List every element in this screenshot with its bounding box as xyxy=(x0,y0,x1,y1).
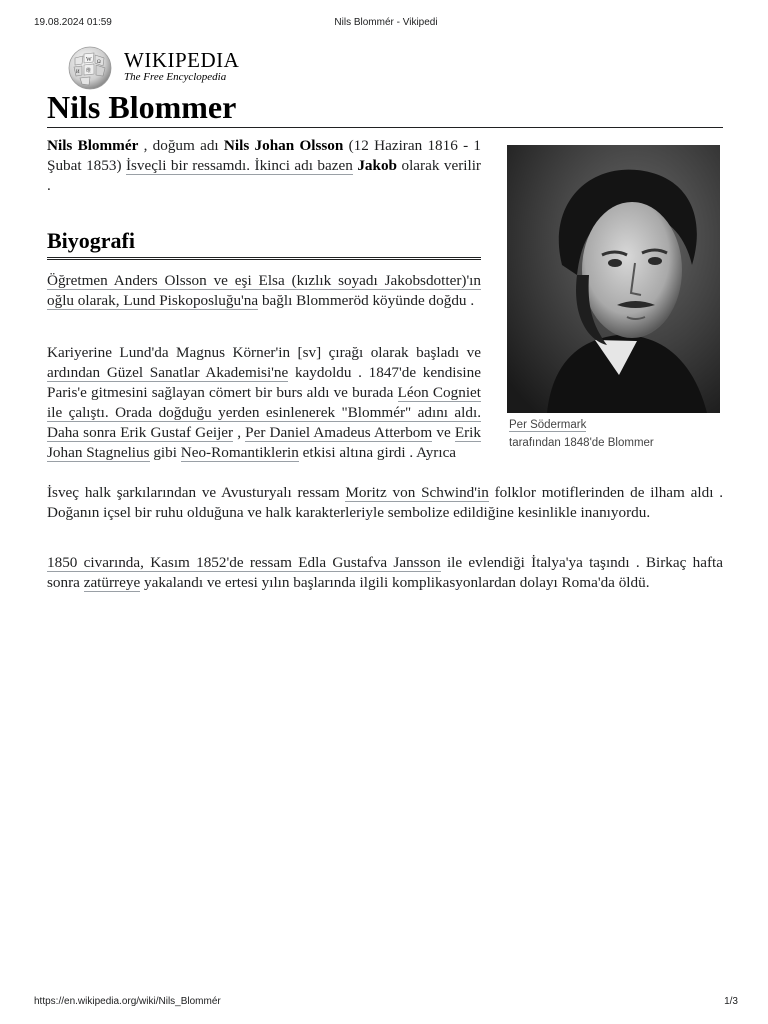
svg-text:维: 维 xyxy=(86,69,92,74)
paragraph-text: Kariyerine Lund'da Magnus Körner'in [sv] çırağı olarak başladı ve xyxy=(47,344,481,361)
page-title: Nils Blommer xyxy=(47,88,723,128)
caption-text: tarafından 1848'de Blommer xyxy=(509,437,654,449)
portrait-image[interactable] xyxy=(507,145,720,413)
print-page-number: 1/3 xyxy=(724,996,738,1007)
cogniet-link[interactable]: Léon Cogniet ile çalıştı. Orada doğduğu yerden esinlenerek "Blommér" adını aldı. Daha sonra Erik Gustaf Geijer xyxy=(47,384,481,441)
paragraph-link[interactable]: Öğretmen Anders Olsson ve eşi Elsa (kızlık soyadı Jakobsdotter)'ın oğlu olarak, Lund Piskoposluğu'na xyxy=(47,272,481,309)
neo-romantik-link[interactable]: Neo-Romantiklerin xyxy=(180,444,299,461)
paragraph-text: gibi xyxy=(149,444,181,461)
schwind-link[interactable]: Moritz von Schwind'in xyxy=(345,484,489,501)
wikipedia-wordmark: WIKIPEDIA xyxy=(124,48,240,72)
intro-link[interactable]: İsveçli bir ressamdı. İkinci adı bazen xyxy=(125,157,353,174)
akademi-link[interactable]: ardından Güzel Sanatlar Akademisi'ne xyxy=(47,364,289,381)
paragraph-text: , xyxy=(233,424,246,441)
paragraph-text: yakalandı ve ertesi yılın başlarında ilgili komplikasyonlardan dolayı Roma'da öldü. xyxy=(140,574,650,591)
paragraph-text: etkisi altına girdi . Ayrıca xyxy=(298,444,457,461)
middle-name: Jakob xyxy=(357,157,397,174)
jansson-link[interactable]: 1850 civarında, Kasım 1852'de ressam Edla Gustafva Jansson xyxy=(47,554,441,571)
print-datetime: 19.08.2024 01:59 xyxy=(34,17,112,28)
wikipedia-tagline: The Free Encyclopedia xyxy=(124,71,227,83)
birth-name: Nils Johan Olsson xyxy=(223,137,344,154)
paragraph-text: bağlı Blommeröd köyünde doğdu . xyxy=(258,292,475,309)
intro-text: , doğum adı xyxy=(138,137,224,154)
biography-paragraph-3 xyxy=(47,553,723,593)
svg-text:И: И xyxy=(76,70,80,75)
caption-link-sodermark[interactable]: Per Södermark xyxy=(509,419,587,431)
intro-text: (12 Haziran 1816 - 1 Şubat 1853) xyxy=(47,137,481,174)
paragraph-text: İsveç halk şarkılarından ve Avusturyalı ressam xyxy=(47,484,346,501)
wikipedia-globe-icon xyxy=(66,44,114,90)
svg-text:Ω: Ω xyxy=(97,60,101,65)
paragraph-text: ve xyxy=(432,424,455,441)
svg-text:W: W xyxy=(86,57,92,63)
subject-name: Nils Blommér xyxy=(47,137,139,154)
wikipedia-logo[interactable] xyxy=(66,44,266,90)
print-page-title: Nils Blommér - Vikipedi xyxy=(334,17,438,28)
portrait-illustration xyxy=(507,145,720,413)
biography-paragraph-1 xyxy=(47,271,481,311)
print-url: https://en.wikipedia.org/wiki/Nils_Blommér xyxy=(34,996,221,1007)
biography-paragraph-2 xyxy=(47,343,481,463)
stagnelius-link[interactable]: Erik Johan Stagnelius xyxy=(47,424,481,461)
zaturre-link[interactable]: zatürreye xyxy=(83,574,141,591)
intro-paragraph xyxy=(47,136,481,196)
image-caption xyxy=(509,416,729,452)
paragraph-text: folklor motiflerinden de ilham aldı . Doğanın içsel bir ruhu olduğuna ve halk karakterleriyle sembolize edildiğine kesinlikle inanıyordu. xyxy=(47,484,723,521)
section-title-biyografi: Biyografi xyxy=(47,227,481,260)
paragraph-text: ile evlendiği İtalya'ya taşındı . Birkaç hafta sonra xyxy=(47,554,723,591)
biography-paragraph-2-continued xyxy=(47,483,723,523)
paragraph-text: kaydoldu . 1847'de kendisine Paris'e gitmesini sağlayan cömert bir burs aldı ve burada xyxy=(47,364,481,401)
atterbom-link[interactable]: Per Daniel Amadeus Atterbom xyxy=(245,424,433,441)
intro-text: olarak verilir . xyxy=(47,157,481,194)
